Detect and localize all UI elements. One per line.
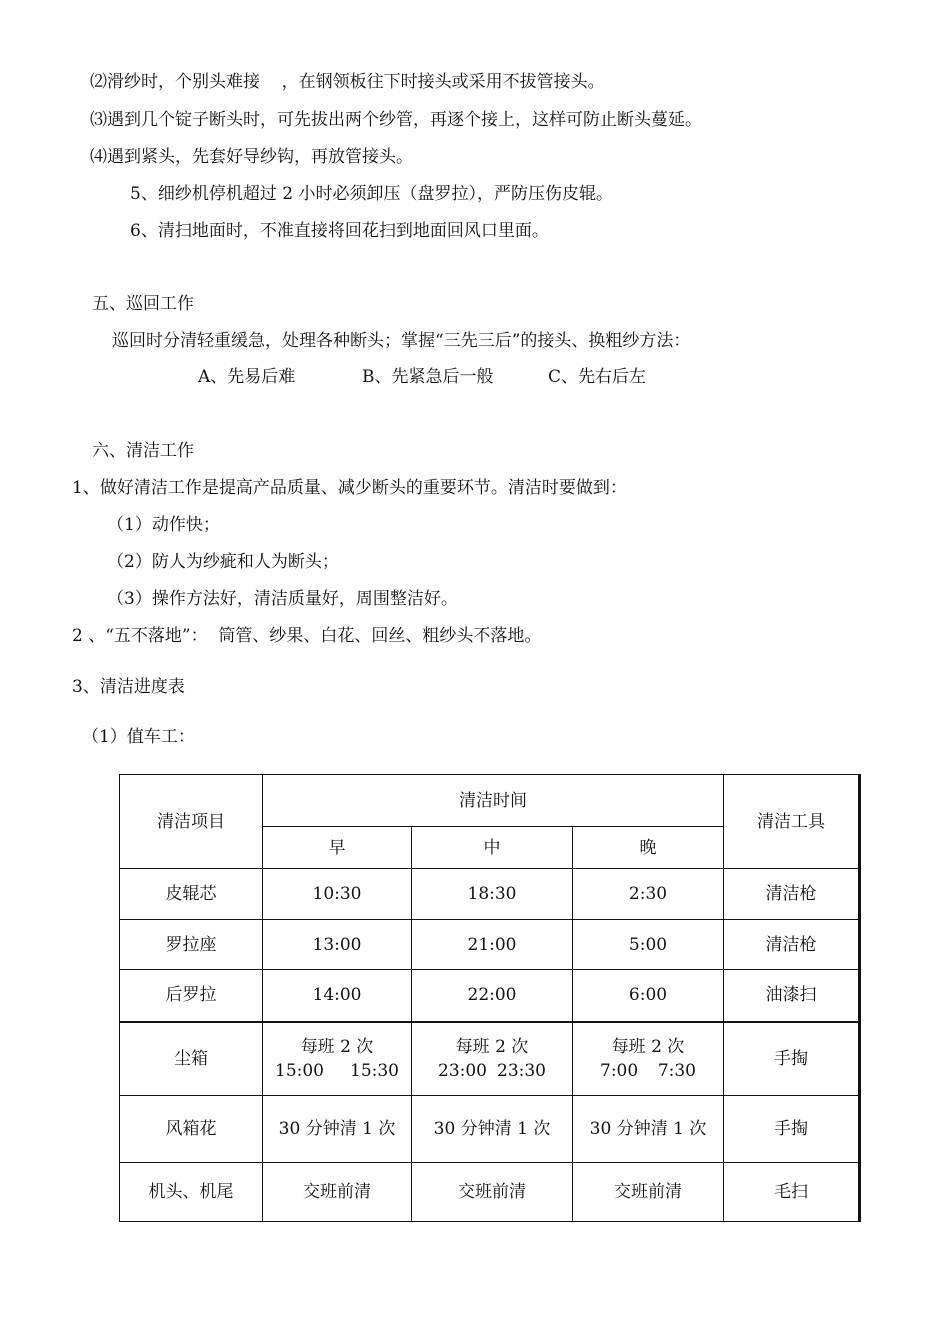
time-1: 23:00 <box>438 1060 487 1081</box>
cell-frequency: 每班 2 次 <box>300 1036 374 1057</box>
cell-mid: 22:00 <box>412 970 573 1022</box>
cell-item: 罗拉座 <box>120 920 263 970</box>
cell-item: 皮辊芯 <box>120 869 263 920</box>
option-b: B、先紧急后一般 <box>362 367 494 387</box>
table-row <box>120 1096 860 1163</box>
cell-frequency: 每班 2 次 <box>611 1036 685 1057</box>
text-line-3: ⑶遇到几个锭子断头时，可先拔出两个纱管，再逐个接上，这样可防止断头蔓延。 <box>90 110 702 130</box>
section6-sub3: （3）操作方法好，清洁质量好，周围整洁好。 <box>107 589 458 609</box>
cell-mid: 交班前清 <box>412 1163 573 1222</box>
time-2: 23:30 <box>497 1060 546 1081</box>
cell-item: 后罗拉 <box>120 970 263 1022</box>
section6-sub1: （1）动作快； <box>107 515 220 535</box>
section5-text: 巡回时分清轻重缓急，处理各种断头；掌握“三先三后”的接头、换粗纱方法： <box>112 331 691 351</box>
text-line-4: ⑷遇到紧头，先套好导纱钩，再放管接头。 <box>90 147 413 167</box>
cell-tool: 手掏 <box>724 1096 860 1163</box>
section6-heading: 六、清洁工作 <box>92 441 194 461</box>
cell-morning: 14:00 <box>263 970 412 1022</box>
table-row <box>120 1022 860 1096</box>
cell-frequency: 每班 2 次 <box>455 1036 529 1057</box>
header-tool: 清洁工具 <box>724 775 860 869</box>
cell-item: 风箱花 <box>120 1096 263 1163</box>
cell-morning: 30 分钟清 1 次 <box>263 1096 412 1163</box>
cell-night: 5:00 <box>573 920 724 970</box>
cell-night <box>573 1022 724 1096</box>
time-1: 15:00 <box>275 1060 324 1081</box>
section5-options <box>0 366 950 388</box>
text-line-6: 6、清扫地面时，不准直接将回花扫到地面回风口里面。 <box>130 221 549 241</box>
cell-morning: 10:30 <box>263 869 412 920</box>
text-line-2: ⑵滑纱时，个别头难接 ，在钢领板往下时接头或采用不拔管接头。 <box>90 72 605 92</box>
header-shift-night: 晚 <box>573 827 724 869</box>
cell-night: 30 分钟清 1 次 <box>573 1096 724 1163</box>
cell-item: 尘箱 <box>120 1022 263 1096</box>
section6-item3: 3、清洁进度表 <box>72 677 185 697</box>
cell-mid: 30 分钟清 1 次 <box>412 1096 573 1163</box>
section5-heading: 五、巡回工作 <box>92 294 194 314</box>
section6-sub2: （2）防人为纱疵和人为断头； <box>107 552 339 572</box>
cell-mid: 21:00 <box>412 920 573 970</box>
cell-times <box>275 1059 399 1083</box>
cleaning-schedule-table <box>119 774 861 1222</box>
cell-morning: 13:00 <box>263 920 412 970</box>
cell-item: 机头、机尾 <box>120 1163 263 1222</box>
table-row <box>120 869 860 920</box>
header-shift-morning: 早 <box>263 827 412 869</box>
option-c: C、先右后左 <box>548 367 647 387</box>
header-item: 清洁项目 <box>120 775 263 869</box>
cell-times <box>438 1059 546 1083</box>
table-row <box>120 920 860 970</box>
cell-mid <box>412 1022 573 1096</box>
section6-item2: 2 、“五不落地”： 筒管、纱果、白花、回丝、粗纱头不落地。 <box>72 626 542 646</box>
option-a: A、先易后难 <box>198 367 296 387</box>
cell-tool: 毛扫 <box>724 1163 860 1222</box>
cell-times <box>600 1059 696 1083</box>
cell-tool: 清洁枪 <box>724 920 860 970</box>
cell-tool: 清洁枪 <box>724 869 860 920</box>
section6-sub4: （1）值车工： <box>82 727 195 747</box>
section6-item1: 1、做好清洁工作是提高产品质量、减少断头的重要环节。清洁时要做到： <box>72 478 627 498</box>
header-time: 清洁时间 <box>263 775 724 827</box>
table-row <box>120 970 860 1022</box>
time-2: 7:30 <box>657 1060 696 1081</box>
cell-mid: 18:30 <box>412 869 573 920</box>
cell-morning <box>263 1022 412 1096</box>
cell-tool: 油漆扫 <box>724 970 860 1022</box>
cell-morning: 交班前清 <box>263 1163 412 1222</box>
table-header-row <box>120 775 860 827</box>
time-1: 7:00 <box>600 1060 639 1081</box>
cell-night: 交班前清 <box>573 1163 724 1222</box>
cell-night: 6:00 <box>573 970 724 1022</box>
cell-night: 2:30 <box>573 869 724 920</box>
table-row <box>120 1163 860 1222</box>
cell-tool: 手掏 <box>724 1022 860 1096</box>
header-shift-mid: 中 <box>412 827 573 869</box>
time-2: 15:30 <box>350 1060 399 1081</box>
text-line-5: 5、细纱机停机超过 2 小时必须卸压（盘罗拉），严防压伤皮辊。 <box>130 184 613 204</box>
